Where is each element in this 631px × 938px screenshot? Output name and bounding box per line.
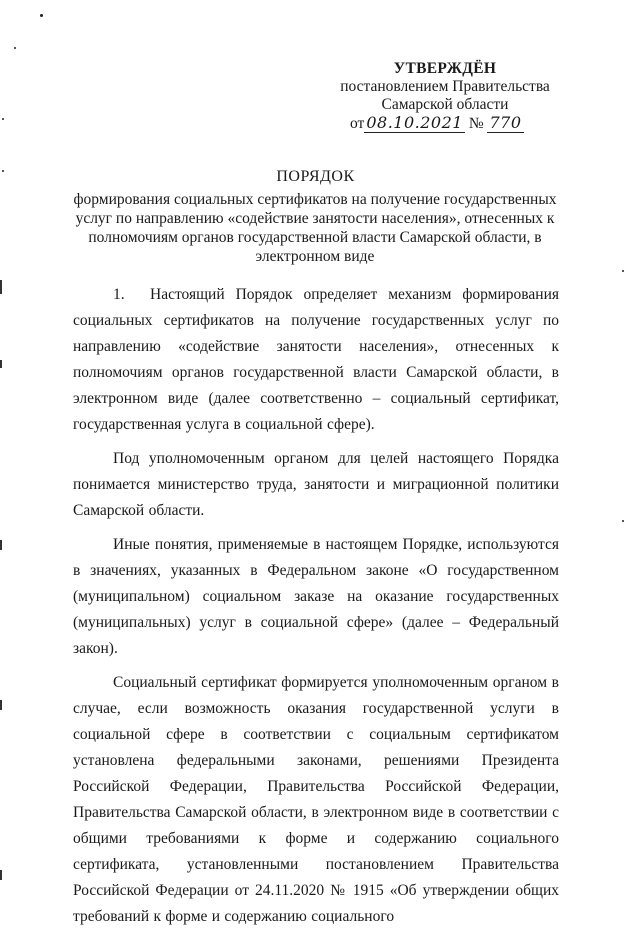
handwritten-number: 770	[489, 113, 522, 132]
approval-line: Самарской области	[381, 96, 509, 113]
approval-date-line	[330, 114, 560, 133]
paragraph-number: 1.	[113, 286, 125, 303]
paragraph	[73, 282, 559, 438]
scan-mark	[0, 700, 2, 710]
scan-speck	[622, 270, 624, 272]
paragraph: Иные понятия, применяемые в настоящем Порядке, используются в значениях, указанных в Федеральном законе «О государственном (муниципальном) социальном заказе на оказание государственных (муниципальных) услуг в социальной сфере» (далее – Федеральный закон).	[73, 536, 559, 657]
paragraph: Социальный сертификат формируется уполномоченным органом в случае, если возможность оказания государственной услуги в социальной сфере в соответствии с социальным сертификатом установлена федеральными законами, решениями Президента Российской Федерации, Правительства Российской Федерации, Правительства Самарской области, в электронном виде в соответствии с общими требованиями к форме и содержанию социального сертификата, установленными постановлением Правительства Российской Федерации от 24.11.2020 № 1915 «Об утверждении общих требований к форме и содержанию социального	[73, 674, 559, 925]
document-subtitle: формирования социальных сертификатов на получение государственных услуг по направлению «содействие занятости населения», отнесенных к полномочиям органов государственной власти Самарской области, в электронном виде	[73, 191, 557, 265]
paragraph-text: Настоящий Порядок определяет механизм формирования социальных сертификатов на получение государственных услуг по направлению «содействие занятости населения», отнесенных к полномочиям органов государственной власти Самарской области, в электронном виде (далее соответственно – социальный сертификат, государственная услуга в социальной сфере).	[73, 286, 559, 433]
scan-mark	[0, 360, 2, 368]
document-body	[73, 282, 559, 938]
scan-speck	[14, 47, 16, 49]
date-prefix: от	[350, 115, 365, 132]
paragraph: Под уполномоченным органом для целей настоящего Порядка понимается министерство труда, занятости и миграционной политики Самарской области.	[73, 450, 559, 519]
number-sign: №	[468, 115, 484, 132]
scan-mark	[0, 280, 2, 294]
scan-speck	[40, 14, 43, 17]
scan-speck	[2, 118, 4, 120]
scan-mark	[0, 540, 2, 550]
scan-speck	[622, 520, 624, 522]
approval-line: постановлением Правительства	[340, 78, 550, 95]
approval-block	[330, 60, 560, 133]
document-title: ПОРЯДОК	[276, 168, 355, 185]
approval-heading: УТВЕРЖДЁН	[393, 60, 497, 77]
scan-mark	[0, 870, 2, 880]
handwritten-date: 08.10.2021	[366, 113, 463, 132]
